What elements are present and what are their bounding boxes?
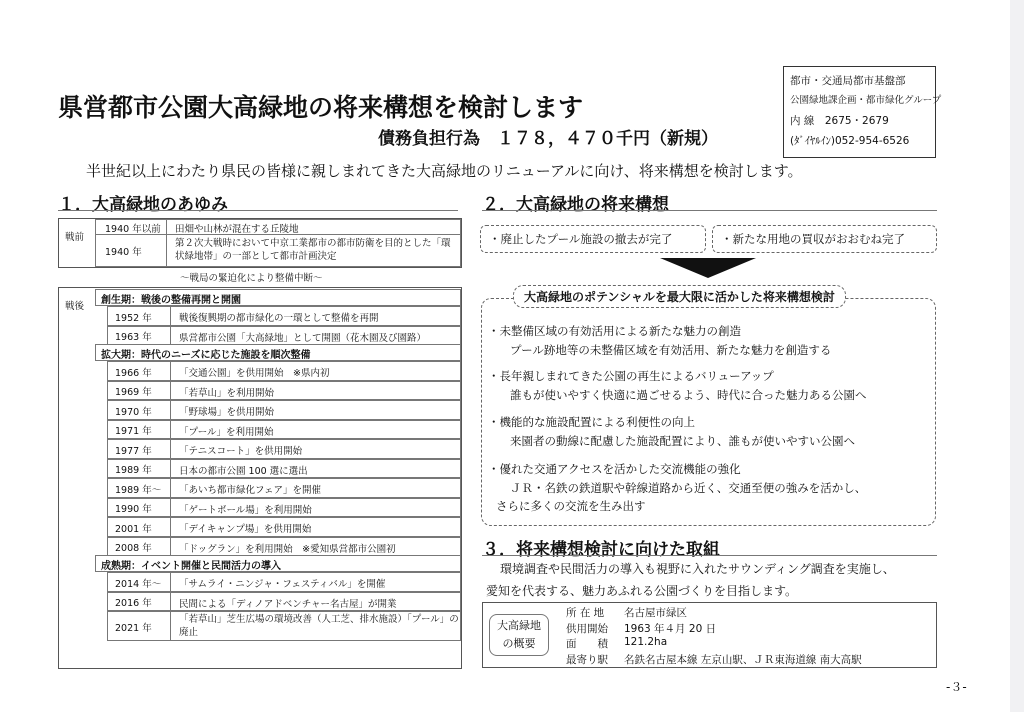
postwar-label: 戦後 [65, 301, 85, 312]
timeline-year: 1989 年～ [115, 484, 162, 496]
timeline-text: 「野球場」を供用開始 [179, 407, 275, 418]
interrupt-note: ～戦局の緊迫化により整備中断～ [180, 273, 323, 284]
section3-heading: ３．将来構想検討に向けた取組 [482, 540, 720, 560]
prewar-text: 田畑や山林が混在する丘陵地 [175, 224, 299, 235]
contact-box [783, 66, 942, 158]
phase-title: 成熟期：イベント開催と民間活力の導入 [101, 561, 281, 572]
prewar-table [58, 218, 462, 268]
timeline-text: 「若草山」を利用開始 [179, 387, 275, 399]
contact-ext: 内 線 2675・2679 [790, 115, 889, 127]
vision-item-body: 誰もが使いやすく快適に過ごせるよう、時代に合った魅力ある公園へ [510, 388, 867, 402]
vision-item-body: プール跡地等の未整備区域を有効活用、新たな魅力を創造する [510, 343, 832, 357]
timeline-text: 「若草山」芝生広場の環境改善（人工芝、排水施設）「プール」の廃止 [179, 614, 459, 638]
page-number: -３- [946, 680, 967, 694]
timeline-year: 2016 年 [115, 598, 152, 610]
timeline-text: 「交通公園」を供用開始 ※県内初 [179, 368, 330, 379]
vision-item-head: ・未整備区域の有効活用による新たな魅力の創造 [488, 324, 741, 338]
section1-underline [58, 210, 458, 211]
prewar-label: 戦前 [65, 232, 85, 243]
overview-value: 名鉄名古屋本線 左京山駅、ＪＲ東海道線 南大高駅 [624, 653, 862, 666]
status-pill-left: ・廃止したプール施設の撤去が完了 [480, 225, 706, 253]
contact-dial: (ﾀﾞｲﾔﾙｲﾝ)052-954-6526 [790, 135, 910, 147]
postwar-table [58, 287, 462, 669]
prewar-text-content: 第２次大戦時において中京工業都市の都市防衛を目的とした「環状緑地帯」の一部として都市計画決定 [175, 238, 451, 262]
prewar-text [175, 237, 457, 263]
timeline-text: 戦後復興期の都市緑化の一環として整備を再開 [179, 313, 379, 324]
timeline-text: 「ドッグラン」を利用開始 ※愛知県営都市公園初 [179, 543, 396, 555]
timeline-text: 「デイキャンプ場」を供用開始 [179, 524, 312, 535]
timeline-year: 1971 年 [115, 426, 152, 438]
timeline-year: 2021 年 [115, 623, 152, 634]
overview-label-line: 大高緑地 [497, 619, 541, 632]
timeline-year: 2014 年～ [115, 578, 162, 590]
overview-value: 121.2ha [624, 636, 668, 648]
timeline-text: 日本の都市公園 100 選に選出 [179, 465, 308, 477]
contact-group: 公園緑地課企画・都市緑化グループ [790, 95, 942, 106]
timeline-year: 1952 年 [115, 312, 152, 324]
section2-underline [482, 210, 937, 211]
prewar-year: 1940 年 [105, 247, 142, 258]
vision-box-title: 大高緑地のポテンシャルを最大限に活かした将来構想検討 [513, 285, 846, 308]
timeline-text: 「サムライ・ニンジャ・フェスティバル」を開催 [179, 579, 386, 590]
status-pill-right: ・新たな用地の買収がおおむね完了 [712, 225, 937, 253]
section2-heading: ２．大高緑地の将来構想 [482, 195, 669, 215]
down-arrow-icon [660, 258, 756, 278]
timeline-year: 2008 年 [115, 543, 152, 555]
overview-value: 名古屋市緑区 [624, 607, 687, 619]
timeline-text: 「あいち都市緑化フェア」を開催 [179, 485, 322, 496]
timeline-text: 「ゲートボール場」を利用開始 [179, 504, 312, 516]
overview-value: 1963 年４月 20 日 [624, 622, 717, 635]
intro-text: 半世紀以上にわたり県民の皆様に親しまれてきた大高緑地のリニューアルに向け、将来構想を検討します。 [86, 162, 803, 180]
timeline-text: 「テニスコート」を供用開始 [179, 446, 303, 457]
section3-underline [482, 555, 937, 556]
overview-key: 面 積 [566, 638, 608, 650]
timeline-year: 2001 年 [115, 523, 152, 535]
timeline-year: 1969 年 [115, 387, 152, 399]
vision-item-head: ・機能的な施設配置による利便性の向上 [488, 415, 695, 429]
section1-heading: １．大高緑地のあゆみ [58, 195, 228, 215]
overview-key: 最寄り駅 [566, 653, 608, 666]
overview-label-line: の概要 [502, 637, 536, 650]
phase-title: 拡大期：時代のニーズに応じた施設を順次整備 [101, 350, 311, 361]
vision-item-body: ＪＲ・名鉄の鉄道駅や幹線道路から近く、交通至便の強みを活かし、 [510, 481, 867, 495]
vision-item-head: ・長年親しまれてきた公園の再生によるバリューアップ [488, 369, 774, 383]
timeline-year: 1977 年 [115, 445, 152, 457]
right-scroll-strip [1010, 0, 1024, 712]
vision-item-body: さらに多くの交流を生み出す [496, 499, 646, 513]
timeline-year: 1970 年 [115, 406, 152, 418]
phase-title: 創生期：戦後の整備再開と開園 [101, 295, 241, 306]
contact-dept: 都市・交通局都市基盤部 [790, 75, 906, 87]
overview-key: 所 在 地 [566, 607, 605, 619]
timeline-year: 1990 年 [115, 504, 152, 516]
timeline-year: 1963 年 [115, 332, 152, 344]
timeline-year: 1966 年 [115, 367, 152, 379]
timeline-text: 民間による「ディノアドベンチャー名古屋」が開業 [179, 598, 397, 610]
section3-line: 愛知を代表する、魅力あふれる公園づくりを目指します。 [486, 584, 798, 598]
timeline-text: 県営都市公園「大高緑地」として開園（花木園及び園路） [179, 332, 427, 344]
timeline-year: 1989 年 [115, 465, 152, 477]
prewar-year: 1940 年以前 [105, 224, 161, 235]
timeline-text: 「プール」を利用開始 [179, 426, 274, 438]
section3-line: 環境調査や民間活力の導入も視野に入れたサウンディング調査を実施し、 [500, 562, 895, 576]
overview-label [489, 614, 549, 656]
page-title: 県営都市公園大高緑地の将来構想を検討します [58, 93, 584, 122]
vision-item-head: ・優れた交通アクセスを活かした交流機能の強化 [488, 462, 741, 476]
vision-item-body: 来園者の動線に配慮した施設配置により、誰もが使いやすい公園へ [510, 434, 855, 448]
budget-line: 債務負担行為 １７８，４７０千円（新規） [378, 129, 718, 149]
overview-key: 供用開始 [566, 622, 608, 635]
